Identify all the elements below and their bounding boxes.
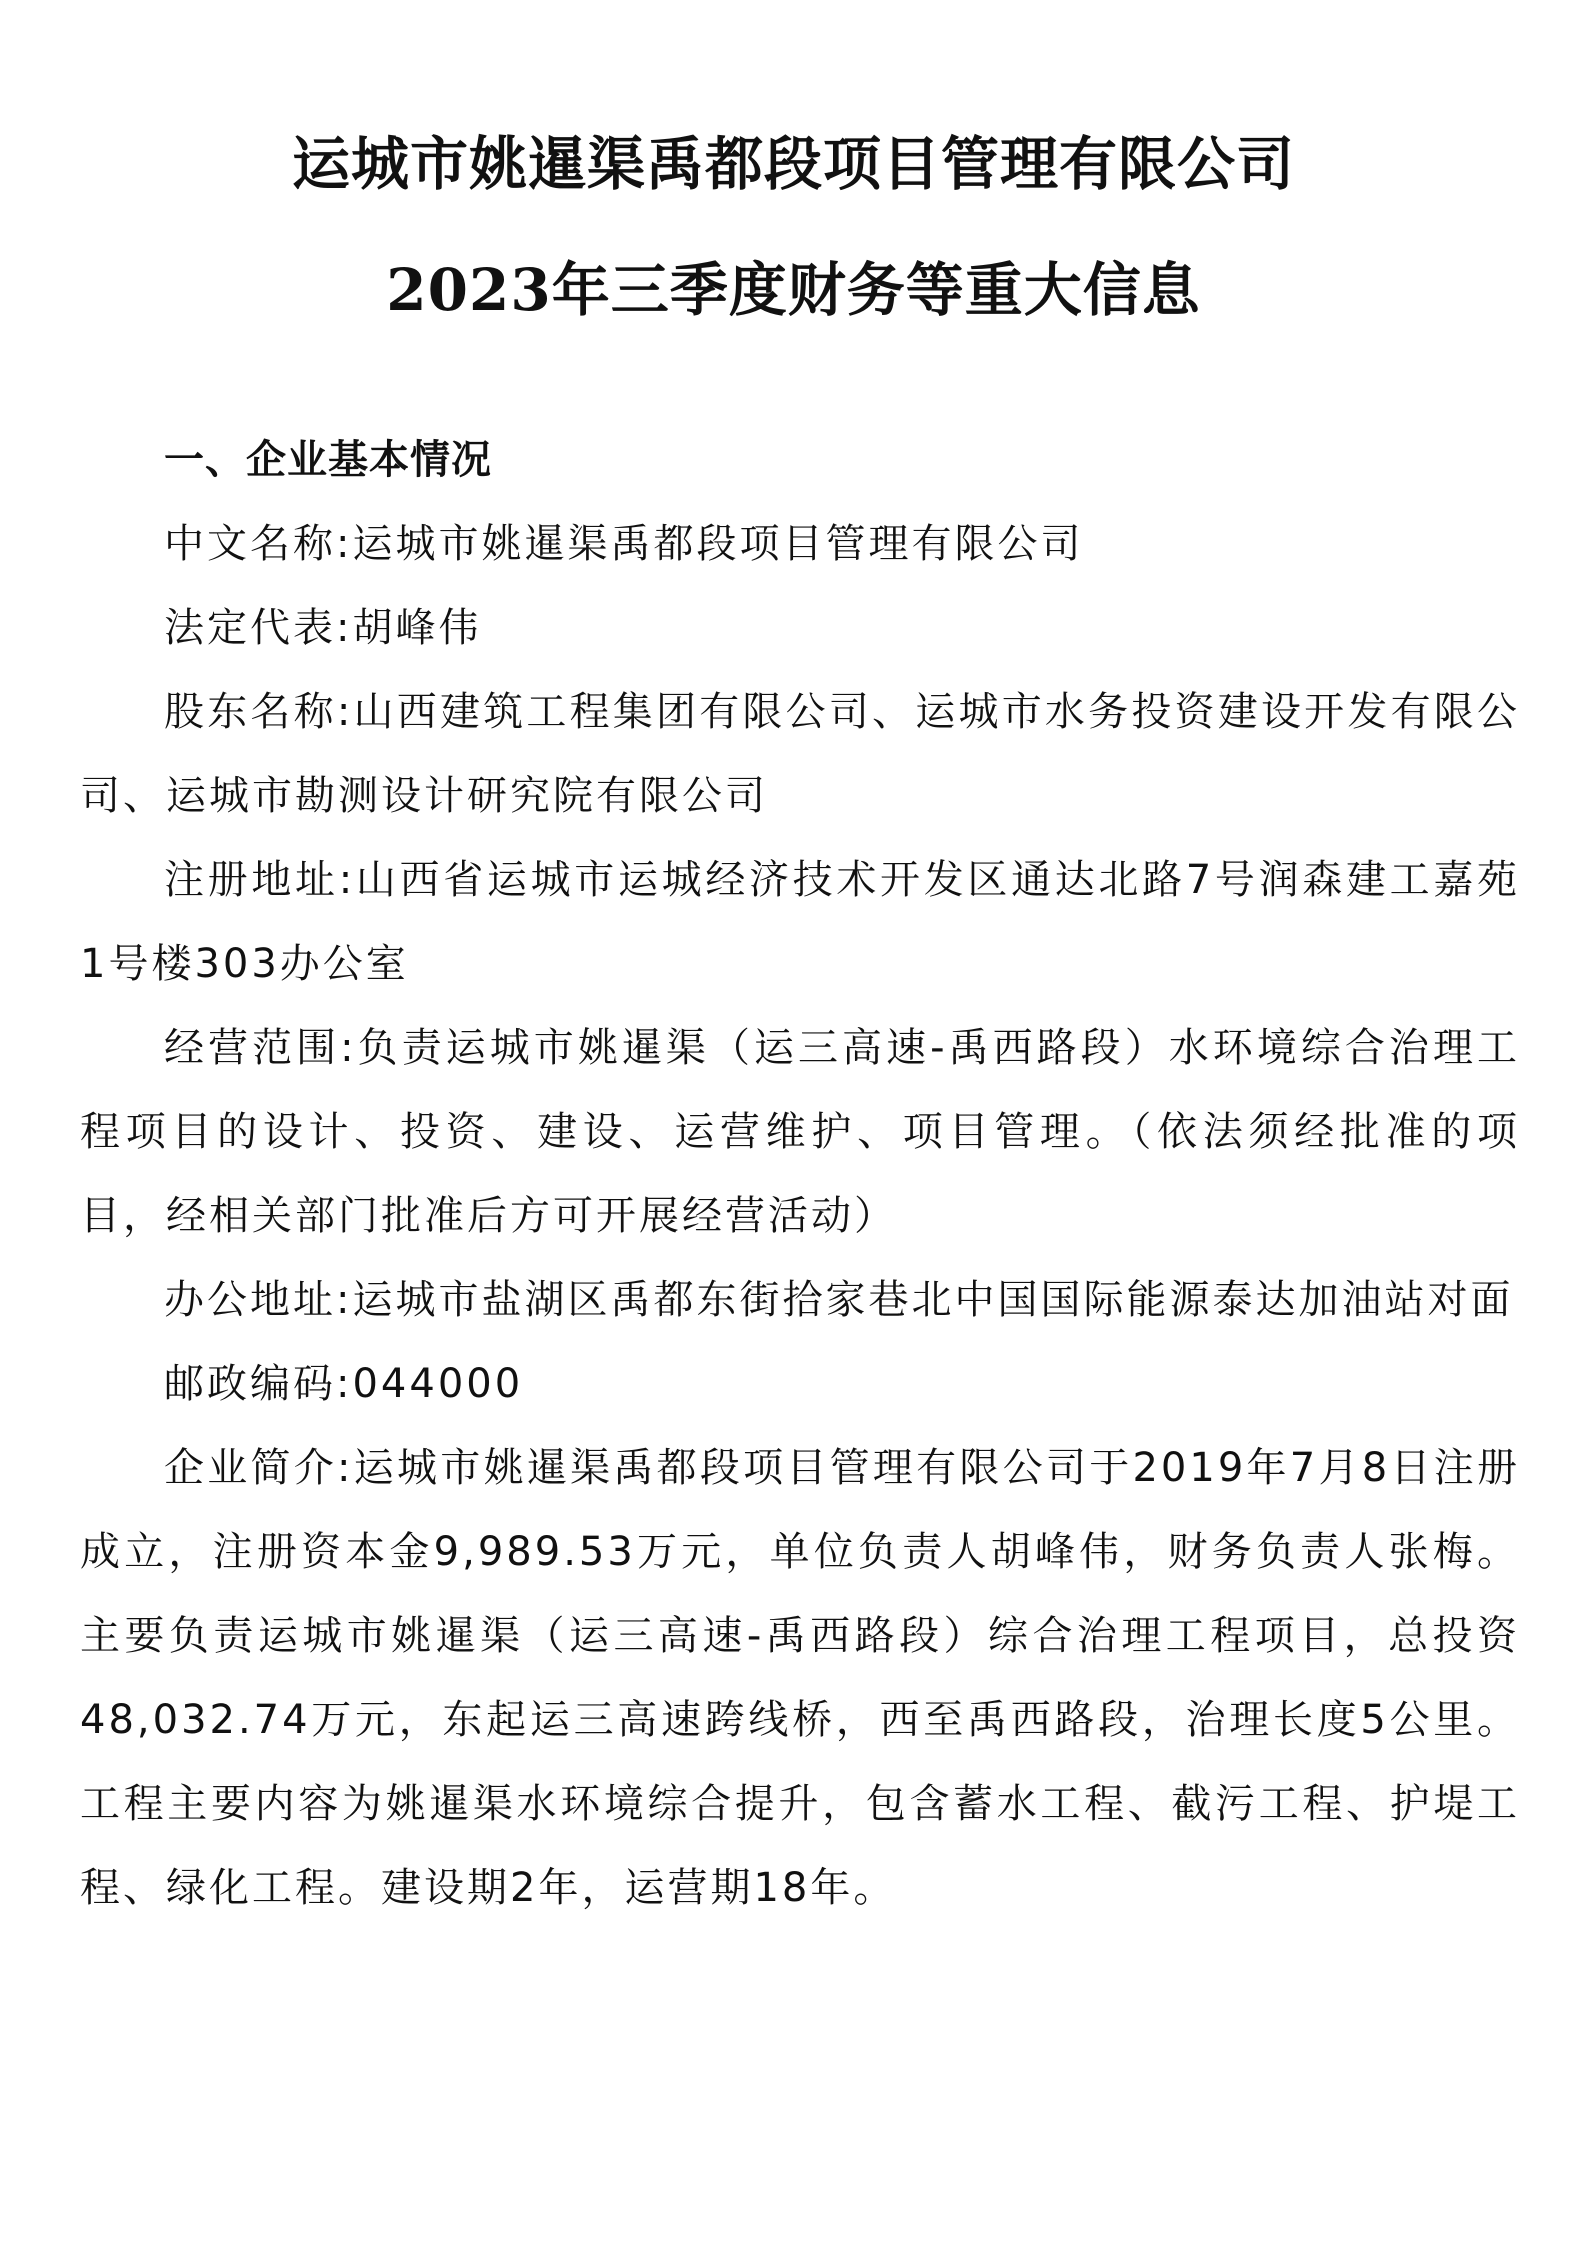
chinese-name-value: 运城市姚暹渠禹都段项目管理有限公司 [352,521,1084,567]
document-body [80,418,1520,1930]
document-title-line1: 运城市姚暹渠禹都段项目管理有限公司 [291,130,1295,198]
business-scope-row [80,1006,1520,1258]
business-scope-value: 负责运城市姚暹渠（运三高速-禹西路段）水环境综合治理工程项目的设计、投资、建设、运营维护、项目管理。（依法须经批准的项目，经相关部门批准后方可开展经营活动） [80,1025,1520,1239]
registered-address-row [80,838,1520,1006]
profile-row [80,1426,1520,1930]
postal-code-value: 044000 [352,1361,524,1407]
document-title-line2: 2023年三季度财务等重大信息 [386,256,1201,324]
registered-address-value: 山西省运城市运城经济技术开发区通达北路7号润森建工嘉苑1号楼303办公室 [80,857,1520,987]
business-scope-label: 经营范围: [164,1025,357,1071]
shareholders-value: 山西建筑工程集团有限公司、运城市水务投资建设开发有限公司、运城市勘测设计研究院有限公司 [80,689,1521,819]
legal-rep-row [80,586,1520,670]
chinese-name-row [80,502,1520,586]
section-heading: 一、企业基本情况 [164,437,492,483]
registered-address-label: 注册地址: [164,857,356,903]
office-address-label: 办公地址: [164,1277,353,1323]
shareholders-label: 股东名称: [164,689,354,735]
office-address-row [80,1258,1520,1342]
office-address-value: 运城市盐湖区禹都东街拾家巷北中国国际能源泰达加油站对面 [352,1277,1514,1323]
chinese-name-label: 中文名称: [164,521,353,567]
postal-code-row [80,1342,1520,1426]
legal-rep-value: 胡峰伟 [352,605,482,651]
shareholders-row [80,670,1520,838]
profile-label: 企业简介: [164,1445,354,1491]
legal-rep-label: 法定代表: [164,605,353,651]
postal-code-label: 邮政编码: [164,1361,353,1407]
profile-value: 运城市姚暹渠禹都段项目管理有限公司于2019年7月8日注册成立，注册资本金9,989.53万元，单位负责人胡峰伟，财务负责人张梅。主要负责运城市姚暹渠（运三高速-禹西路段）综合治理工程项目，总投资48,032.74万元，东起运三高速跨线桥，西至禹西路段，治理长度5公里。工程主要内容为姚暹渠水环境综合提升，包含蓄水工程、截污工程、护堤工程、绿化工程。建设期2年，运营期18年。 [80,1445,1520,1911]
